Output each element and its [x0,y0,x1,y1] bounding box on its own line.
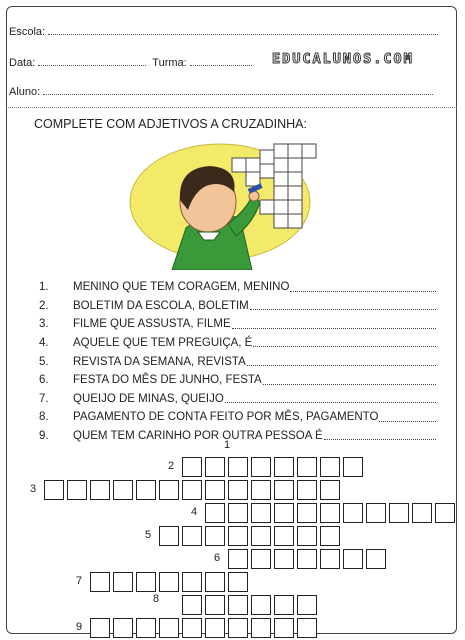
crossword-cell[interactable] [113,572,133,592]
crossword-cell[interactable] [274,526,294,546]
crossword-cell[interactable] [228,595,248,615]
clue-text: BOLETIM DA ESCOLA, BOLETIM [73,299,249,312]
crossword-cell[interactable] [251,457,271,477]
crossword-cell[interactable] [113,480,133,500]
crossword-number: 1 [224,439,231,451]
clue-item: 4. AQUELE QUE TEM PREGUIÇA, É [39,334,444,353]
aluno-label: Aluno: [9,86,41,98]
turma-label: Turma: [152,57,187,69]
escola-label: Escola: [9,26,46,38]
crossword-cell[interactable] [228,549,248,569]
crossword-number: 6 [214,552,221,564]
crossword-cell[interactable] [228,503,248,523]
crossword-number: 7 [76,575,83,587]
crossword-cell[interactable] [389,503,409,523]
crossword-cell[interactable] [251,480,271,500]
clue-item: 7. QUEIJO DE MINAS, QUEIJO [39,390,444,409]
crossword-cell[interactable] [343,457,363,477]
crossword-cell[interactable] [182,618,202,638]
crossword-cell[interactable] [136,618,156,638]
crossword-cell[interactable] [366,549,386,569]
crossword-cell[interactable] [136,572,156,592]
crossword-cell[interactable] [297,526,317,546]
crossword-cell[interactable] [320,526,340,546]
crossword-cell[interactable] [44,480,64,500]
crossword-cell[interactable] [67,480,87,500]
crossword-cell[interactable] [182,572,202,592]
crossword-cell[interactable] [113,618,133,638]
crossword-cell[interactable] [251,618,271,638]
crossword-cell[interactable] [205,480,225,500]
crossword-number: 8 [153,593,160,605]
crossword-cell[interactable] [297,618,317,638]
clue-item: 3. FILME QUE ASSUSTA, FILME [39,315,444,334]
crossword-cell[interactable] [297,503,317,523]
crossword-number: 4 [191,506,198,518]
crossword-cell[interactable] [90,618,110,638]
crossword-cell[interactable] [159,480,179,500]
clue-text: FESTA DO MÊS DE JUNHO, FESTA [73,374,262,387]
crossword-cell[interactable] [205,526,225,546]
crossword-cell[interactable] [90,572,110,592]
crossword-cell[interactable] [274,595,294,615]
crossword-number: 2 [168,460,175,472]
crossword-cell[interactable] [228,457,248,477]
crossword-cell[interactable] [159,572,179,592]
brand-logo: EDUCALUNOS.COM [272,51,414,67]
crossword-number: 3 [30,483,37,495]
crossword-cell[interactable] [320,480,340,500]
crossword-cell[interactable] [274,457,294,477]
crossword-cell[interactable] [90,480,110,500]
clue-text: MENINO QUE TEM CORAGEM, MENINO [73,281,290,294]
crossword-cell[interactable] [205,618,225,638]
crossword-cell[interactable] [205,572,225,592]
crossword-cell[interactable] [320,457,340,477]
clue-item: 8. PAGAMENTO DE CONTA FEITO POR MÊS, PAGAMENTO [39,408,444,427]
crossword-cell[interactable] [251,549,271,569]
clue-text: FILME QUE ASSUSTA, FILME [73,318,231,331]
crossword-cell[interactable] [182,457,202,477]
clue-item: 6. FESTA DO MÊS DE JUNHO, FESTA [39,371,444,390]
crossword-cell[interactable] [366,503,386,523]
crossword-cell[interactable] [320,503,340,523]
crossword-cell[interactable] [228,572,248,592]
crossword-cell[interactable] [274,618,294,638]
crossword-cell[interactable] [205,595,225,615]
crossword-cell[interactable] [274,549,294,569]
crossword-cell[interactable] [343,549,363,569]
crossword-cell[interactable] [159,526,179,546]
crossword-cell[interactable] [182,595,202,615]
data-label: Data: [9,57,36,69]
crossword-cell[interactable] [205,457,225,477]
clue-item: 2. BOLETIM DA ESCOLA, BOLETIM [39,297,444,316]
crossword-cell[interactable] [297,457,317,477]
crossword-cell[interactable] [297,595,317,615]
clue-text: QUEIJO DE MINAS, QUEIJO [73,392,224,405]
clue-item: 5. REVISTA DA SEMANA, REVISTA [39,352,444,371]
crossword-cell[interactable] [251,526,271,546]
crossword-cell[interactable] [182,480,202,500]
crossword-number: 5 [145,529,152,541]
crossword-cell[interactable] [205,503,225,523]
clue-text: PAGAMENTO DE CONTA FEITO POR MÊS, PAGAMENTO [73,411,379,424]
crossword-cell[interactable] [159,618,179,638]
crossword-cell[interactable] [274,503,294,523]
clue-text: AQUELE QUE TEM PREGUIÇA, É [73,337,253,350]
crossword-cell[interactable] [274,480,294,500]
crossword-cell[interactable] [136,480,156,500]
crossword-cell[interactable] [297,549,317,569]
crossword-cell[interactable] [435,503,455,523]
clue-item: 9. QUEM TEM CARINHO POR OUTRA PESSOA É [39,427,444,446]
crossword-cell[interactable] [228,618,248,638]
crossword-cell[interactable] [228,480,248,500]
crossword-cell[interactable] [297,480,317,500]
clue-text: REVISTA DA SEMANA, REVISTA [73,355,246,368]
crossword-cell[interactable] [343,503,363,523]
crossword-cell[interactable] [320,549,340,569]
crossword-cell[interactable] [228,526,248,546]
instruction-text: COMPLETE COM ADJETIVOS A CRUZADINHA: [34,117,307,131]
crossword-number: 9 [76,621,83,633]
crossword-cell[interactable] [412,503,432,523]
crossword-cell[interactable] [251,595,271,615]
crossword-cell[interactable] [182,526,202,546]
crossword-cell[interactable] [251,503,271,523]
clue-text: QUEM TEM CARINHO POR OUTRA PESSOA É [73,430,323,443]
clue-item: 1. MENINO QUE TEM CORAGEM, MENINO [39,278,444,297]
